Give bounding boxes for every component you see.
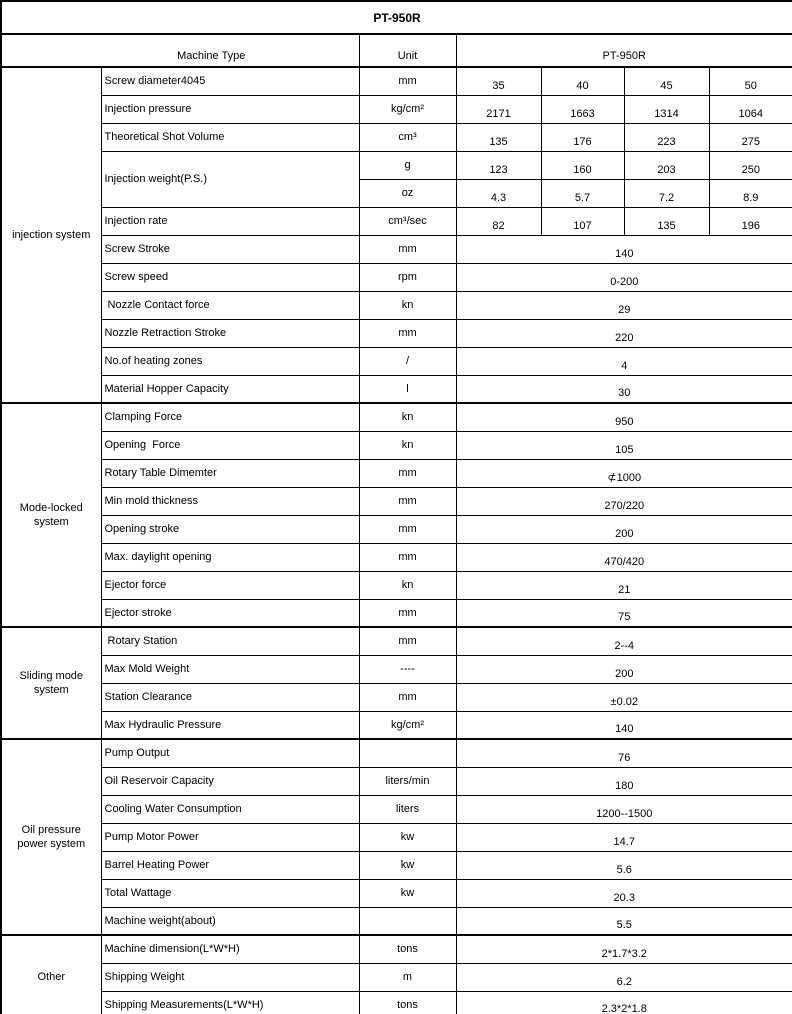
group-cell-injection-system: injection system	[1, 67, 101, 403]
spec-value: 200	[456, 515, 792, 543]
spec-value: 270/220	[456, 487, 792, 515]
group-cell-sliding-mode-system: Sliding mode system	[1, 627, 101, 739]
group-cell-oil-pressure-power-system: Oil pressure power system	[1, 739, 101, 935]
spec-unit: kg/cm²	[359, 95, 456, 123]
spec-row	[1, 907, 792, 935]
spec-label: Station Clearance	[101, 683, 359, 711]
spec-row	[1, 627, 792, 655]
spec-value: 75	[456, 599, 792, 627]
spec-unit: ----	[359, 655, 456, 683]
spec-unit: kn	[359, 431, 456, 459]
spec-value: 220	[456, 319, 792, 347]
spec-unit: kn	[359, 571, 456, 599]
spec-row	[1, 95, 792, 123]
spec-value: 2.3*2*1.8	[456, 991, 792, 1014]
spec-value: 470/420	[456, 543, 792, 571]
spec-row	[1, 879, 792, 907]
spec-label: Max. daylight opening	[101, 543, 359, 571]
spec-unit: g	[359, 151, 456, 179]
spec-label: Nozzle Retraction Stroke	[101, 319, 359, 347]
spec-row	[1, 319, 792, 347]
spec-value: 5.5	[456, 907, 792, 935]
spec-value: 140	[456, 235, 792, 263]
spec-unit: m	[359, 963, 456, 991]
spec-value: 76	[456, 739, 792, 767]
spec-unit: oz	[359, 179, 456, 207]
spec-row	[1, 235, 792, 263]
spec-unit: cm³/sec	[359, 207, 456, 235]
spec-row	[1, 123, 792, 151]
spec-unit: liters/min	[359, 767, 456, 795]
spec-label: No.of heating zones	[101, 347, 359, 375]
spec-unit: mm	[359, 459, 456, 487]
spec-unit: rpm	[359, 263, 456, 291]
spec-label: Screw Stroke	[101, 235, 359, 263]
spec-label: Rotary Table Dimemter	[101, 459, 359, 487]
spec-value: 135	[624, 207, 709, 235]
spec-label: Opening Force	[101, 431, 359, 459]
spec-row	[1, 935, 792, 963]
spec-value: 20.3	[456, 879, 792, 907]
spec-label: Total Wattage	[101, 879, 359, 907]
spec-value: 176	[541, 123, 624, 151]
spec-row	[1, 991, 792, 1014]
spec-label: Screw speed	[101, 263, 359, 291]
spec-label: Theoretical Shot Volume	[101, 123, 359, 151]
spec-value: 5.7	[541, 179, 624, 207]
spec-label: Material Hopper Capacity	[101, 375, 359, 403]
spec-value: 82	[456, 207, 541, 235]
spec-value: 950	[456, 403, 792, 431]
spec-value: 29	[456, 291, 792, 319]
spec-row	[1, 207, 792, 235]
group-cell-other: Other	[1, 935, 101, 1014]
spec-unit: kw	[359, 851, 456, 879]
spec-row	[1, 571, 792, 599]
spec-row	[1, 739, 792, 767]
spec-value: 4	[456, 347, 792, 375]
spec-value: 223	[624, 123, 709, 151]
spec-row	[1, 347, 792, 375]
spec-row	[1, 67, 792, 95]
header-row	[1, 34, 792, 67]
spec-unit: cm³	[359, 123, 456, 151]
spec-value: 1663	[541, 95, 624, 123]
spec-label: Injection weight(P.S.)	[101, 151, 359, 207]
spec-value: 6.2	[456, 963, 792, 991]
spec-value: 4.3	[456, 179, 541, 207]
spec-label: Max Hydraulic Pressure	[101, 711, 359, 739]
spec-row	[1, 823, 792, 851]
spec-unit: kn	[359, 403, 456, 431]
spec-unit: mm	[359, 487, 456, 515]
spec-row	[1, 375, 792, 403]
spec-row	[1, 431, 792, 459]
spec-label: Min mold thickness	[101, 487, 359, 515]
spec-unit: mm	[359, 683, 456, 711]
spec-value: 275	[709, 123, 792, 151]
spec-row	[1, 795, 792, 823]
spec-value: 203	[624, 151, 709, 179]
spec-label: Rotary Station	[101, 627, 359, 655]
spec-label: Injection pressure	[101, 95, 359, 123]
spec-value: 107	[541, 207, 624, 235]
spec-value: 5.6	[456, 851, 792, 879]
spec-value: 1064	[709, 95, 792, 123]
spec-value: 105	[456, 431, 792, 459]
spec-value: 1314	[624, 95, 709, 123]
spec-unit: l	[359, 375, 456, 403]
spec-value: 21	[456, 571, 792, 599]
spec-row	[1, 683, 792, 711]
spec-value: 135	[456, 123, 541, 151]
spec-unit: kw	[359, 823, 456, 851]
spec-value: 160	[541, 151, 624, 179]
spec-unit: mm	[359, 515, 456, 543]
spec-label: Nozzle Contact force	[101, 291, 359, 319]
spec-label: Shipping Measurements(L*W*H)	[101, 991, 359, 1014]
spec-label: Pump Motor Power	[101, 823, 359, 851]
spec-row	[1, 459, 792, 487]
spec-unit: mm	[359, 67, 456, 95]
spec-value: 14.7	[456, 823, 792, 851]
spec-row	[1, 851, 792, 879]
spec-unit	[359, 907, 456, 935]
spec-label: Shipping Weight	[101, 963, 359, 991]
spec-value: 50	[709, 67, 792, 95]
spec-value: 250	[709, 151, 792, 179]
spec-label: Opening stroke	[101, 515, 359, 543]
spec-label: Barrel Heating Power	[101, 851, 359, 879]
spec-row	[1, 963, 792, 991]
spec-unit: liters	[359, 795, 456, 823]
spec-value: 0-200	[456, 263, 792, 291]
spec-unit: tons	[359, 935, 456, 963]
spec-value: 35	[456, 67, 541, 95]
spec-label: Ejector stroke	[101, 599, 359, 627]
spec-row	[1, 403, 792, 431]
spec-label: Injection rate	[101, 207, 359, 235]
spec-label: Screw diameter4045	[101, 67, 359, 95]
spec-unit	[359, 739, 456, 767]
spec-unit: mm	[359, 319, 456, 347]
spec-row	[1, 291, 792, 319]
spec-label: Cooling Water Consumption	[101, 795, 359, 823]
spec-value: 30	[456, 375, 792, 403]
spec-unit: mm	[359, 235, 456, 263]
title-row	[1, 1, 792, 34]
spec-value: 45	[624, 67, 709, 95]
spec-label: Pump Output	[101, 739, 359, 767]
unit-header: Unit	[359, 34, 456, 67]
spec-label: Machine dimension(L*W*H)	[101, 935, 359, 963]
spec-unit: mm	[359, 599, 456, 627]
spec-label: Ejector force	[101, 571, 359, 599]
spec-row	[1, 655, 792, 683]
spec-row	[1, 487, 792, 515]
spec-unit: mm	[359, 627, 456, 655]
spec-value: 180	[456, 767, 792, 795]
spec-value: ⊄1000	[456, 459, 792, 487]
spec-value: 40	[541, 67, 624, 95]
spec-value: 7.2	[624, 179, 709, 207]
spec-label: Clamping Force	[101, 403, 359, 431]
spec-unit: kw	[359, 879, 456, 907]
machine-type-header: Machine Type	[1, 34, 359, 67]
spec-row	[1, 711, 792, 739]
spec-row	[1, 515, 792, 543]
spec-unit: kn	[359, 291, 456, 319]
spec-row	[1, 767, 792, 795]
spec-row	[1, 543, 792, 571]
spec-value: 2--4	[456, 627, 792, 655]
spec-row	[1, 151, 792, 179]
spec-value: 140	[456, 711, 792, 739]
spec-unit: tons	[359, 991, 456, 1014]
spec-value: 2*1.7*3.2	[456, 935, 792, 963]
spec-value: 196	[709, 207, 792, 235]
spec-value: ±0.02	[456, 683, 792, 711]
spec-row	[1, 599, 792, 627]
spec-label: Oil Reservoir Capacity	[101, 767, 359, 795]
spec-row	[1, 263, 792, 291]
spec-label: Machine weight(about)	[101, 907, 359, 935]
model-header: PT-950R	[456, 34, 792, 67]
spec-value: 2171	[456, 95, 541, 123]
table-title: PT-950R	[373, 10, 421, 25]
spec-unit: kg/cm²	[359, 711, 456, 739]
spec-value: 200	[456, 655, 792, 683]
group-cell-mode-locked-system: Mode-locked system	[1, 403, 101, 627]
spec-value: 123	[456, 151, 541, 179]
spec-value: 1200--1500	[456, 795, 792, 823]
spec-value: 8.9	[709, 179, 792, 207]
spec-label: Max Mold Weight	[101, 655, 359, 683]
spec-unit: mm	[359, 543, 456, 571]
spec-unit: /	[359, 347, 456, 375]
